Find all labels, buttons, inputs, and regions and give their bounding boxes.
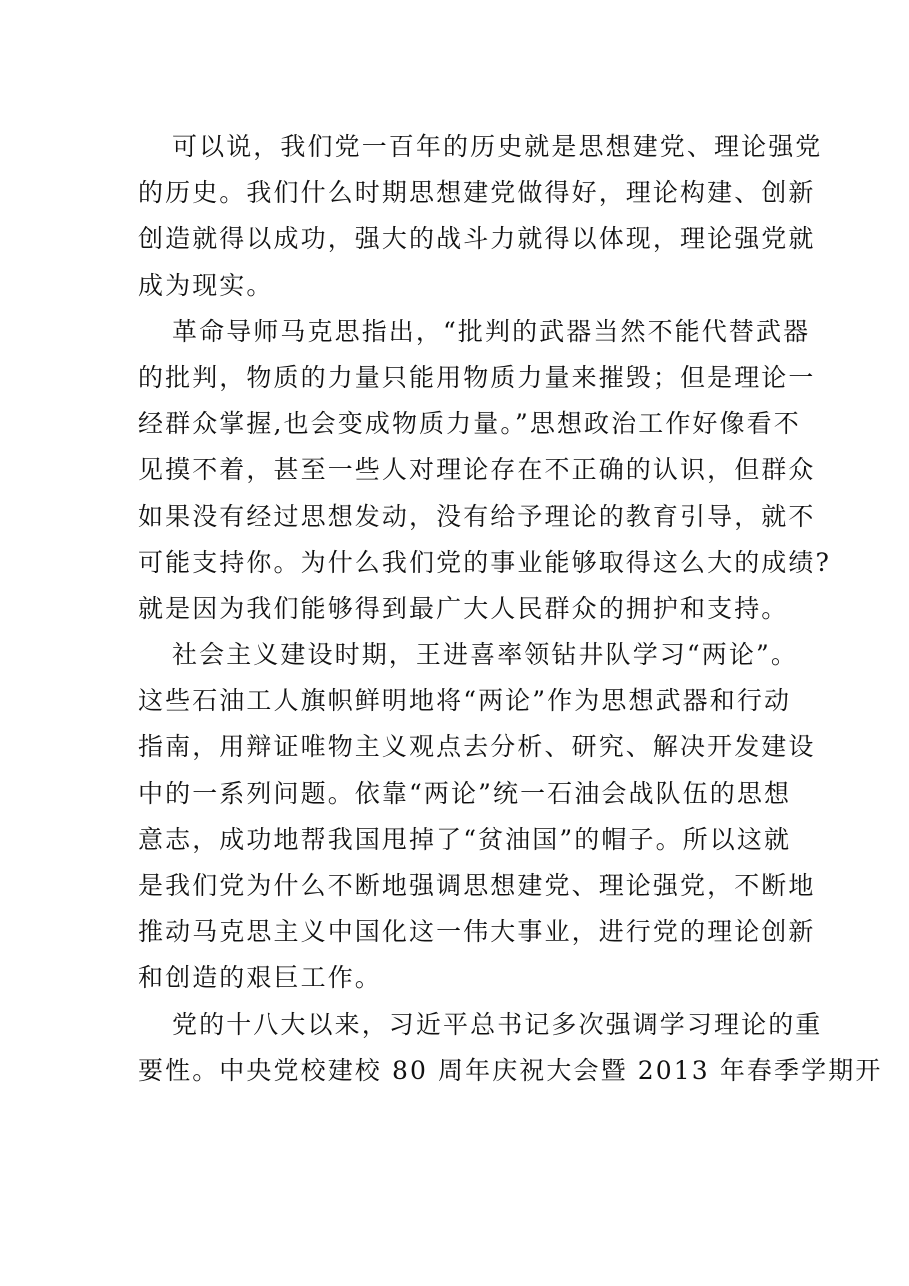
text-line: 是我们党为什么不断地强调思想建党、理论强党，不断地	[138, 871, 816, 900]
document-body	[138, 124, 883, 1094]
text-line: 的批判，物质的力量只能用物质力量来摧毁；但是理论一	[138, 362, 816, 392]
text-line: 就是因为我们能够得到最广大人民群众的拥护和支持。	[138, 593, 789, 623]
text-line: 成为现实。	[138, 270, 274, 300]
text-line: 革命导师马克思指出，“批判的武器当然不能代替武器	[172, 316, 811, 346]
text-line: 社会主义建设时期，王进喜率领钻井队学习“两论”。	[172, 640, 798, 670]
paragraph-4	[138, 1002, 883, 1094]
text-line: 中的一系列问题。依靠“两论”统一石油会战队伍的思想	[138, 778, 792, 808]
text-line: 的历史。我们什么时期思想建党做得好，理论构建、创新	[138, 178, 816, 208]
paragraph-1	[138, 124, 823, 309]
text-line: 见摸不着，甚至一些人对理论存在不正确的认识，但群众	[138, 455, 816, 485]
text-line: 创造就得以成功，强大的战斗力就得以体现，理论强党就	[138, 224, 816, 254]
text-line: 如果没有经过思想发动，没有给予理论的教育引导，就不	[138, 501, 816, 531]
text-line: 可能支持你。为什么我们党的事业能够取得这么大的成绩?	[138, 547, 832, 577]
text-line: 要性。中央党校建校 80 周年庆祝大会暨 2013 年春季学期开	[138, 1055, 883, 1085]
paragraph-3	[138, 632, 816, 1002]
paragraph-2	[138, 309, 832, 632]
text-line: 可以说，我们党一百年的历史就是思想建党、理论强党	[172, 132, 823, 161]
text-line: 指南，用辩证唯物主义观点去分析、研究、解决开发建设	[138, 732, 816, 762]
text-line: 意志，成功地帮我国甩掉了“贫油国”的帽子。所以这就	[138, 824, 792, 854]
text-line: 经群众掌握,也会变成物质力量。”思想政治工作好像看不	[138, 409, 801, 439]
text-line: 推动马克思主义中国化这一伟大事业，进行党的理论创新	[138, 917, 816, 947]
text-line: 党的十八大以来，习近平总书记多次强调学习理论的重	[172, 1009, 823, 1039]
text-line: 和创造的艰巨工作。	[138, 963, 382, 993]
text-line: 这些石油工人旗帜鲜明地将“两论”作为思想武器和行动	[138, 686, 792, 716]
